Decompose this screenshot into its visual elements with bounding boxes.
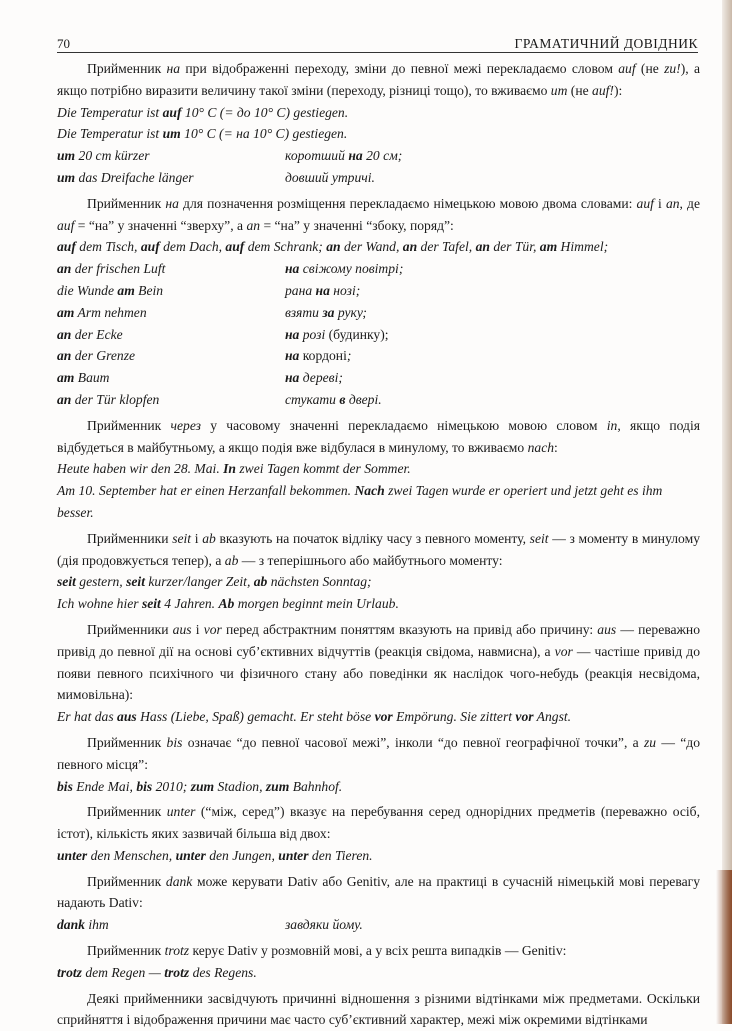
text-run: Arm nehmen	[74, 304, 147, 320]
text-run: dem Tisch,	[75, 239, 141, 255]
text-run: 10° C (= до 10° C) gestiegen.	[181, 104, 349, 120]
text-run: у часовому значенні перекладаємо німецькою мовою словом	[200, 417, 607, 433]
text-run: Himmel;	[557, 239, 609, 255]
ukrainian-translation	[285, 280, 360, 302]
text-run: Empörung. Sie zittert	[392, 709, 516, 725]
emphasized-term: на	[166, 61, 181, 76]
example-translation-pair	[57, 389, 700, 411]
text-run: Прийменник	[87, 417, 171, 433]
text-run: kurzer/langer Zeit,	[145, 574, 254, 590]
text-run: , якщо подія відбудеться в майбутньому, а якщо подія вже відбулася в минулому, то вживаємо	[57, 417, 700, 455]
rule-paragraph	[57, 619, 700, 706]
rule-paragraph	[57, 732, 700, 776]
emphasized-term: an	[246, 217, 261, 233]
text-run: свіжому повітрі;	[299, 261, 404, 277]
ukrainian-translation	[285, 367, 343, 389]
text-run: der Tür,	[489, 239, 540, 255]
text-run: завдяки йому.	[285, 917, 363, 933]
example-translation-pair	[57, 367, 700, 389]
emphasized-term: aus	[597, 621, 617, 637]
running-title: ГРАМАТИЧНИЙ ДОВІДНИК	[514, 36, 698, 51]
text-run: gestern,	[75, 574, 127, 590]
emphasized-term: vor	[554, 643, 573, 659]
text-run: morgen beginnt mein Urlaub.	[234, 596, 399, 612]
text-run: Stadion,	[214, 778, 266, 794]
emphasized-term: unter	[57, 847, 88, 863]
rule-paragraph	[57, 940, 700, 962]
example-line	[57, 236, 700, 258]
emphasized-term: seit	[57, 574, 76, 590]
emphasized-term: ab	[202, 530, 216, 546]
text-run: der frischen Luft	[71, 261, 166, 277]
example-translation-pair	[57, 258, 700, 280]
emphasized-term: через	[170, 417, 201, 433]
emphasized-term: aus	[172, 621, 192, 637]
text-run: Прийменник	[87, 195, 166, 211]
page-body	[57, 58, 700, 1031]
emphasized-term: на	[285, 261, 300, 277]
emphasized-term: seit	[172, 530, 192, 546]
text-run: — переважно привід до певної дії на основі суб’єктивних відчуттів (реакція свідома, навмисна), а	[57, 621, 700, 659]
text-run: довший утричі.	[285, 169, 375, 185]
text-run: die Wunde	[57, 282, 118, 298]
emphasized-term: Ab	[218, 596, 235, 612]
text-run: означає “до певної часової межі”, інколи “до певної географічної точки”, а	[182, 734, 644, 750]
emphasized-term: auf	[57, 239, 76, 255]
text-run: Baum	[74, 370, 110, 386]
text-run: zwei Tagen kommt der Sommer.	[235, 461, 411, 477]
emphasized-term: bis	[166, 734, 183, 750]
text-run: Bahnhof.	[289, 778, 343, 794]
text-run: дереві;	[299, 370, 343, 386]
text-run: :	[554, 439, 558, 455]
text-run: Прийменники	[87, 530, 173, 546]
ukrainian-translation	[285, 302, 367, 324]
emphasized-term: In	[223, 461, 236, 477]
example-line	[57, 593, 700, 615]
text-run: Прийменник	[87, 734, 167, 750]
example-line	[57, 480, 700, 524]
text-run: der Tafel,	[417, 239, 476, 255]
text-run: das Dreifache länger	[75, 169, 194, 185]
emphasized-term: ab	[224, 552, 239, 568]
example-translation-pair	[57, 145, 700, 167]
text-run: Die Temperatur ist	[57, 126, 163, 142]
text-run: перед абстрактним поняттям вказують на привід або причину:	[221, 621, 598, 637]
emphasized-term: ab	[253, 574, 268, 590]
text-run: der Grenze	[71, 348, 136, 364]
text-run: der Tür klopfen	[71, 391, 160, 407]
text-run: при відображенні переходу, зміни до певної межі перекладаємо словом	[180, 61, 619, 76]
text-run: стукати	[285, 391, 340, 407]
emphasized-term: trotz	[164, 964, 190, 980]
text-run: der Ecke	[71, 326, 123, 342]
example-line	[57, 102, 700, 124]
example-line	[57, 962, 700, 984]
text-run: dem Schrank;	[244, 239, 327, 255]
example-translation-pair	[57, 167, 700, 189]
german-example	[57, 302, 285, 324]
text-run: des Regens.	[189, 964, 257, 980]
ukrainian-translation	[285, 345, 351, 367]
rule-paragraph	[57, 801, 700, 845]
emphasized-term: на	[315, 282, 330, 298]
text-run: = “на” у значенні “зверху”, а	[74, 217, 247, 233]
rule-paragraph	[57, 58, 700, 102]
page-number: 70	[57, 36, 70, 51]
text-run: den Menschen,	[87, 847, 176, 863]
example-line	[57, 123, 700, 145]
emphasized-term: am	[57, 304, 75, 320]
ukrainian-translation	[285, 914, 363, 936]
emphasized-term: bis	[57, 778, 73, 794]
german-example	[57, 345, 285, 367]
text-run: den Tieren.	[308, 847, 373, 863]
text-run: Прийменник	[87, 873, 166, 889]
german-example	[57, 280, 285, 302]
german-example	[57, 367, 285, 389]
text-run: ;	[346, 348, 352, 364]
text-run: і	[191, 621, 204, 637]
ukrainian-translation	[285, 389, 382, 411]
text-run: 20 см;	[362, 148, 403, 164]
emphasized-term: на	[285, 348, 300, 364]
emphasized-term: trotz	[164, 943, 190, 959]
text-run: = “на” у значенні “збоку, поряд”:	[260, 217, 454, 233]
text-run: — з моменту в минулому (дія продовжується тепер), а	[57, 530, 700, 568]
emphasized-term: bis	[136, 778, 153, 794]
emphasized-term: seit	[126, 574, 145, 590]
ukrainian-translation	[285, 167, 375, 189]
text-run: , де	[679, 195, 700, 211]
emphasized-term: an	[326, 239, 341, 255]
example-translation-pair	[57, 345, 700, 367]
text-run: рана	[285, 282, 316, 298]
example-line	[57, 458, 700, 480]
text-run: (“між, серед”) вказує на перебування серед однорідних предметів (переважно осіб, істот), кількість яких зазвичай більша від двох:	[57, 804, 700, 842]
text-run: нозі;	[329, 282, 361, 298]
emphasized-term: seit	[141, 596, 161, 612]
german-example	[57, 258, 285, 280]
example-line	[57, 776, 700, 798]
emphasized-term: на	[165, 195, 179, 211]
emphasized-term: zum	[190, 778, 215, 794]
text-run: — з теперішнього або майбутнього моменту:	[238, 552, 503, 568]
emphasized-term: an	[57, 391, 72, 407]
example-translation-pair	[57, 914, 700, 936]
emphasized-term: zu!	[664, 61, 681, 76]
text-run: Bein	[134, 282, 164, 298]
text-run: кордоні	[302, 348, 347, 364]
example-line	[57, 706, 700, 728]
text-run: Hass (Liebe, Spaß) gemacht. Er steht böse	[136, 709, 375, 725]
rule-paragraph	[57, 871, 700, 915]
text-run: zwei Tagen wurde er operiert und jetzt geht es ihm besser.	[57, 483, 663, 520]
text-run: руку;	[334, 304, 367, 320]
ukrainian-translation	[285, 324, 389, 346]
text-run: вказують на початок відліку часу з певного моменту,	[215, 530, 530, 546]
text-run: 20 cm kürzer	[75, 148, 150, 164]
emphasized-term: um	[57, 148, 76, 164]
text-run: — частіше привід до появи певного психічного чи фізичного стану або поведінки як наслідок чого-небудь (реакція несвідома, мимовільна):	[57, 643, 701, 703]
emphasized-term: dank	[57, 917, 85, 933]
text-run: — “до певного місця”:	[57, 734, 700, 772]
rule-paragraph	[57, 528, 700, 572]
german-example	[57, 145, 285, 167]
page-edge-shadow	[716, 870, 732, 1024]
emphasized-term: um	[550, 82, 568, 98]
text-run: den Jungen,	[205, 847, 279, 863]
german-example	[57, 914, 285, 936]
emphasized-term: в	[339, 391, 346, 407]
text-run: Деякі прийменники засвідчують причинні відношення з різними відтінками між предметами. Оскільки сприйняття і відображення причини має часто суб’єктивний характер, межі між окремими відтінками	[57, 990, 700, 1028]
emphasized-term: на	[348, 148, 363, 164]
text-run: Ende Mai,	[72, 778, 137, 794]
text-run: Die Temperatur ist	[57, 104, 163, 120]
text-run: (будинку);	[328, 326, 389, 342]
emphasized-term: на	[285, 326, 300, 342]
emphasized-term: an	[665, 195, 680, 211]
emphasized-term: auf	[162, 104, 182, 120]
emphasized-term: um	[57, 169, 76, 185]
ukrainian-translation	[285, 145, 402, 167]
text-run: для позначення розміщення перекладаємо німецькою мовою двома словами:	[178, 195, 637, 211]
text-run: і	[191, 530, 203, 546]
emphasized-term: um	[162, 126, 181, 142]
text-run: nächsten Sonntag;	[267, 574, 372, 590]
emphasized-term: zu	[643, 734, 657, 750]
emphasized-term: vor	[515, 709, 534, 725]
emphasized-term: auf	[57, 217, 75, 233]
emphasized-term: vor	[203, 621, 222, 637]
emphasized-term: am	[539, 239, 558, 255]
emphasized-term: unter	[278, 847, 309, 863]
text-run: двері.	[345, 391, 382, 407]
emphasized-term: an	[402, 239, 418, 255]
text-run: коротший	[285, 148, 349, 164]
text-run: і	[653, 195, 666, 211]
text-run: Angst.	[533, 709, 572, 725]
emphasized-term: auf	[636, 195, 654, 211]
emphasized-term: an	[475, 239, 490, 255]
example-translation-pair	[57, 280, 700, 302]
emphasized-term: am	[57, 370, 75, 386]
text-run: Er hat das	[57, 709, 118, 725]
text-run: Прийменники	[87, 621, 173, 637]
rule-paragraph	[57, 415, 700, 459]
rule-paragraph	[57, 988, 700, 1031]
text-run: Прийменник	[87, 61, 167, 76]
example-translation-pair	[57, 302, 700, 324]
emphasized-term: за	[322, 304, 335, 320]
emphasized-term: trotz	[57, 964, 82, 980]
text-run: може керувати Dativ або Genitiv, але на практиці в сучасній німецькій мові перевагу надають Dativ:	[57, 873, 700, 911]
text-run: 4 Jahren.	[160, 596, 219, 612]
example-line	[57, 571, 700, 593]
text-run: ), а якщо потрібно виразити величину такої зміни (переходу, різниці тощо), то вживаємо	[57, 61, 700, 98]
emphasized-term: unter	[175, 847, 206, 863]
text-run: der Wand,	[340, 239, 403, 255]
emphasized-term: dank	[165, 873, 193, 889]
emphasized-term: an	[57, 348, 72, 364]
text-run: Heute haben wir den 28. Mai.	[57, 461, 224, 477]
emphasized-term: на	[285, 370, 300, 386]
german-example	[57, 324, 285, 346]
text-run: Прийменник	[87, 943, 165, 959]
text-run: dem Dach,	[159, 239, 226, 255]
text-run: Прийменник	[87, 804, 167, 820]
text-run: 2010;	[152, 778, 191, 794]
emphasized-term: auf	[225, 239, 245, 255]
emphasized-term: aus	[117, 709, 137, 725]
emphasized-term: Nach	[354, 483, 385, 499]
running-header	[57, 30, 698, 53]
emphasized-term: auf	[140, 239, 160, 255]
text-run: взяти	[285, 304, 323, 320]
emphasized-term: vor	[374, 709, 393, 725]
emphasized-term: am	[117, 282, 135, 298]
text-run: ihm	[84, 917, 109, 933]
text-run: (не	[635, 61, 665, 76]
emphasized-term: auf!	[592, 82, 614, 98]
text-run: dem Regen —	[81, 964, 165, 980]
example-translation-pair	[57, 324, 700, 346]
text-run: ):	[613, 82, 623, 98]
rule-paragraph	[57, 193, 700, 237]
emphasized-term: an	[57, 326, 72, 342]
emphasized-term: auf	[618, 61, 636, 76]
text-run: Ich wohne hier	[57, 596, 142, 612]
german-example	[57, 167, 285, 189]
ukrainian-translation	[285, 258, 403, 280]
text-run: розі	[299, 326, 329, 342]
text-run: Am 10. September hat er einen Herzanfall bekommen.	[57, 483, 355, 499]
emphasized-term: unter	[166, 804, 196, 820]
german-example	[57, 389, 285, 411]
text-run: керує Dativ у розмовній мові, а у всіх решта випадків — Genitiv:	[189, 943, 567, 959]
emphasized-term: zum	[265, 778, 290, 794]
text-run: 10° C (= на 10° C) gestiegen.	[180, 126, 348, 142]
text-run: (не	[567, 82, 593, 98]
emphasized-term: in	[606, 417, 618, 433]
emphasized-term: nach	[527, 439, 555, 455]
emphasized-term: seit	[529, 530, 549, 546]
emphasized-term: an	[57, 261, 72, 277]
example-line	[57, 845, 700, 867]
